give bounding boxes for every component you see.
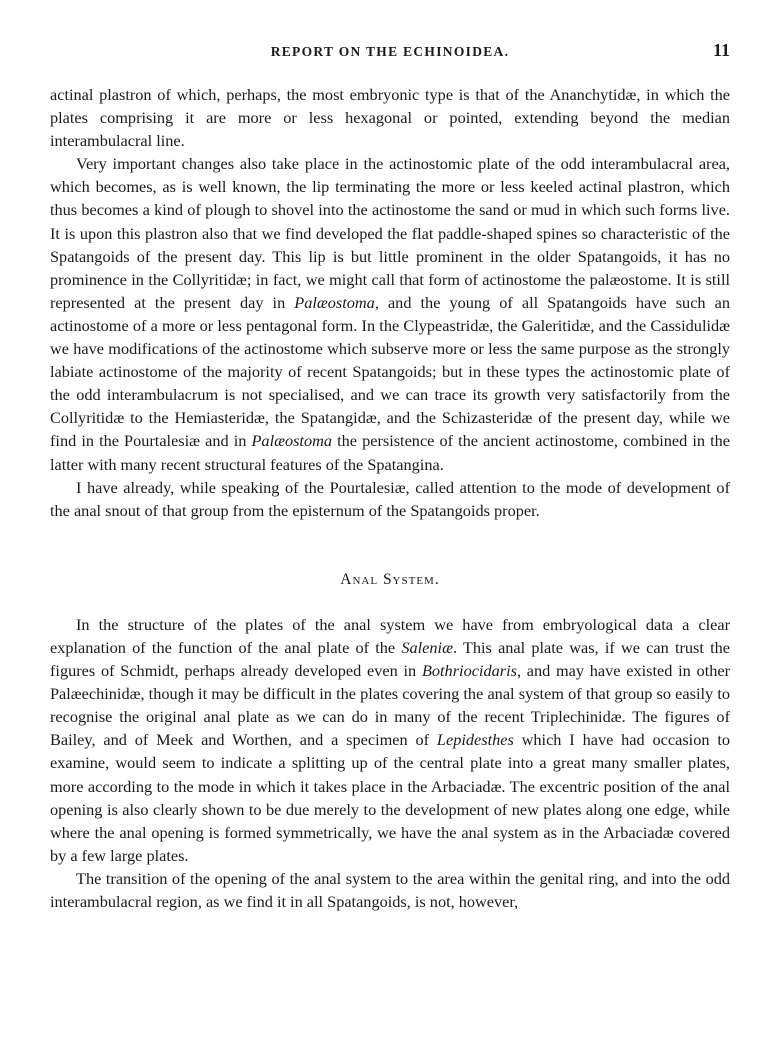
paragraph-continuation (50, 83, 730, 152)
paragraph-actinostomic-plate (50, 152, 730, 475)
body-text (50, 83, 730, 913)
text-segment: actinal plastron of which, perhaps, the most embryonic type is that of the Ananchytidæ, in which the plates comprising it are more or less hexagonal or pointed, extending beyond the median interambulacral line. (50, 85, 730, 151)
text-segment: Very important changes also take place in the actinostomic plate of the odd interambulacral area, which becomes, as is well known, the lip terminating the more or less keeled actinal plastron, which thus becomes a kind of plough to shovel into the actinostome the sand or mud in which such forms live. It is upon this plastron also that we find developed the flat paddle-shaped spines so characteristic of the Spatangoids of the present day. This lip is but little prominent in the older Spatangoids, it has no prominence in the Collyritidæ; in fact, we might call that form of actinostome the palæostome. It is still represented at the present day in (50, 154, 730, 312)
text-segment: . This anal plate was, if we can trust the figures of Schmidt, perhaps already developed even in (50, 637, 730, 681)
genus-name-italic: Palæostoma (251, 431, 332, 451)
section-heading: Anal System. (340, 570, 440, 588)
page-number: 11 (712, 40, 730, 60)
paragraph-transition (50, 867, 730, 913)
running-title: REPORT ON THE ECHINOIDEA. (270, 44, 510, 59)
genus-name-italic: Saleniæ (401, 637, 453, 657)
paragraph-pourtalesiae (50, 476, 730, 522)
text-segment: In the structure of the plates of the anal system we have from embryological data a clear explanation of the function of the anal plate of the (50, 614, 730, 657)
genus-name-italic: Lepidesthes (436, 730, 514, 750)
text-segment: , and the young of all Spatangoids have such an actinostome of a more or less pentagonal form. In the Clypeastridæ, the Galeritidæ, and the Cassidulidæ we have modifications of the actinostome which subserve more or less the same purpose as the strongly labiate actinostome of the majority of recent Spatangoids; but in these types the actinostomic plate of the odd interambulacrum is not specialised, and we can trace its growth very satisfactorily from the Collyritidæ to the Hemiasteridæ, the Spatangidæ, and the Schizasteridæ of the present day, while we find in the Pourtalesiæ and in (50, 292, 731, 451)
genus-name-italic: Bothriocidaris (421, 661, 517, 681)
page (50, 38, 730, 913)
text-segment: the persistence of the ancient actinostome, combined in the latter with many recent structural features of the Spatangina. (50, 431, 730, 474)
page-header (50, 38, 730, 68)
text-segment: The transition of the opening of the anal system to the area within the genital ring, and into the odd interambulacral region, as we find it in all Spatangoids, is not, however, (50, 868, 730, 911)
genus-name-italic: Palæostoma (294, 292, 375, 312)
text-segment: , and may have existed in other Palæechinidæ, though it may be difficult in the plates covering the anal system of that group so easily to recognise the original anal plate as we can do in many of the recent Triplechinidæ. The figures of Bailey, and of Meek and Worthen, and a specimen of (50, 661, 731, 750)
text-segment: I have already, while speaking of the Pourtalesiæ, called attention to the mode of development of the anal snout of that group from the episternum of the Spatangoids proper. (50, 477, 730, 520)
text-segment: which I have had occasion to examine, would seem to indicate a splitting up of the central plate into a great many smaller plates, more according to the mode in which it takes place in the Arbaciadæ. The excentric position of the anal opening is also clearly shown to be due merely to the development of new plates along one edge, while where the anal opening is formed symmetrically, we have the anal system as in the Arbaciadæ covered by a few large plates. (50, 730, 731, 865)
paragraph-anal-plates (50, 613, 730, 867)
